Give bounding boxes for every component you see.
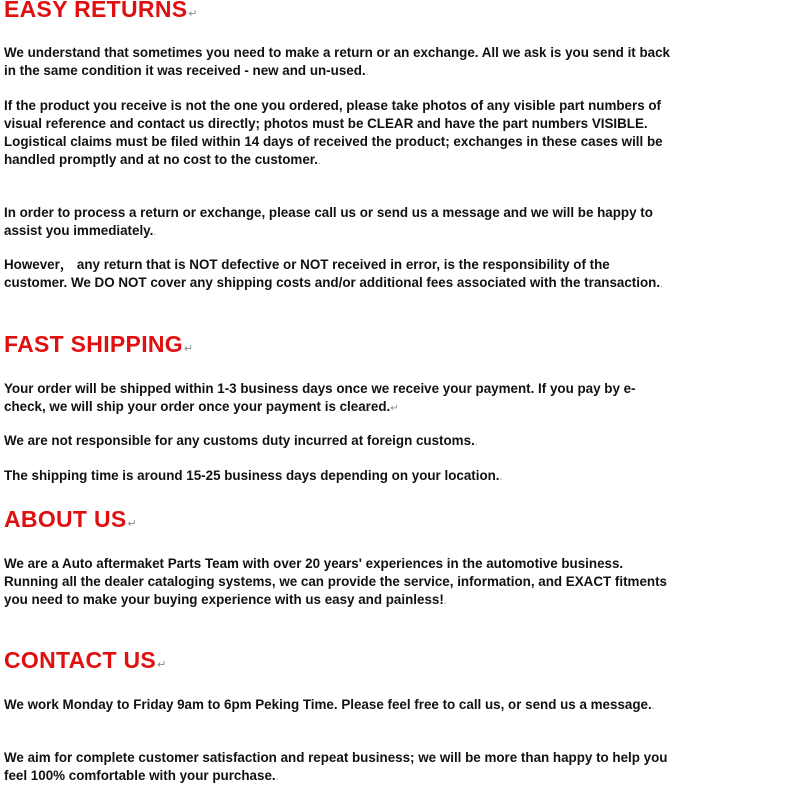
paragraph-contact-satisfaction: We aim for complete customer satisfaction and repeat business; we will be more than happy to help you feel 100% comfortable with your purchase.. <box>4 750 668 783</box>
paragraph-returns-wrong-product: If the product you receive is not the one you ordered, please take photos of any visible part numbers of visual reference and contact us directly; photos must be CLEAR and have the part numbers VISIBLE. Logistical claims must be filed within 14 days of received the product; exchanges in these cases will be handled promptly and at no cost to the customer.. <box>4 98 663 167</box>
paragraph-about-team: We are a Auto aftermaket Parts Team with over 20 years' experiences in the automotive business. Running all the dealer cataloging systems, we can provide the service, information, and EXACT fitments you need to make your buying experience with us easy and painless!. <box>4 556 667 607</box>
return-arrow-icon: ↵ <box>157 659 167 671</box>
heading-contact-us: CONTACT US↵ <box>4 647 167 673</box>
paragraph-shipping-duration: The shipping time is around 15-25 business days depending on your location.. <box>4 468 503 483</box>
paragraph-shipping-time: Your order will be shipped within 1-3 business days once we receive your payment. If you pay by e-check, we will ship your order once your payment is cleared.↵ <box>4 381 636 414</box>
paragraph-returns-process: In order to process a return or exchange, please call us or send us a message and we will be happy to assist you immediately.. <box>4 205 653 238</box>
return-arrow-icon: ↵ <box>183 343 194 355</box>
paragraph-mark-icon: . <box>275 772 279 783</box>
paragraph-mark-icon: . <box>153 227 157 238</box>
heading-fast-shipping: FAST SHIPPING↵ <box>4 331 194 357</box>
paragraph-mark-icon: . <box>365 67 369 78</box>
heading-easy-returns: EASY RETURNS↵ <box>4 0 198 22</box>
paragraph-contact-hours: We work Monday to Friday 9am to 6pm Peking Time. Please feel free to call us, or send us a message.. <box>4 697 655 712</box>
return-arrow-icon: ↵ <box>127 518 138 530</box>
paragraph-mark-icon: . <box>499 472 503 483</box>
paragraph-returns-condition: We understand that sometimes you need to make a return or an exchange. All we ask is you send it back in the same condition it was received - new and un-used.. <box>4 45 671 78</box>
return-arrow-icon: ↵ <box>390 403 399 414</box>
paragraph-mark-icon: . <box>317 156 321 167</box>
paragraph-mark-icon: . <box>474 437 478 448</box>
return-arrow-icon: ↵ <box>188 8 198 20</box>
paragraph-mark-icon: . <box>443 596 447 607</box>
paragraph-returns-responsibility: However， any return that is NOT defective or NOT received in error, is the responsibility of the customer. We DO NOT cover any shipping costs and/or additional fees associated with the transaction.. <box>4 257 663 290</box>
heading-about-us: ABOUT US↵ <box>4 506 138 532</box>
paragraph-mark-icon: . <box>660 279 663 290</box>
paragraph-mark-icon: . <box>651 701 655 712</box>
paragraph-shipping-customs: We are not responsible for any customs duty incurred at foreign customs.. <box>4 433 478 448</box>
